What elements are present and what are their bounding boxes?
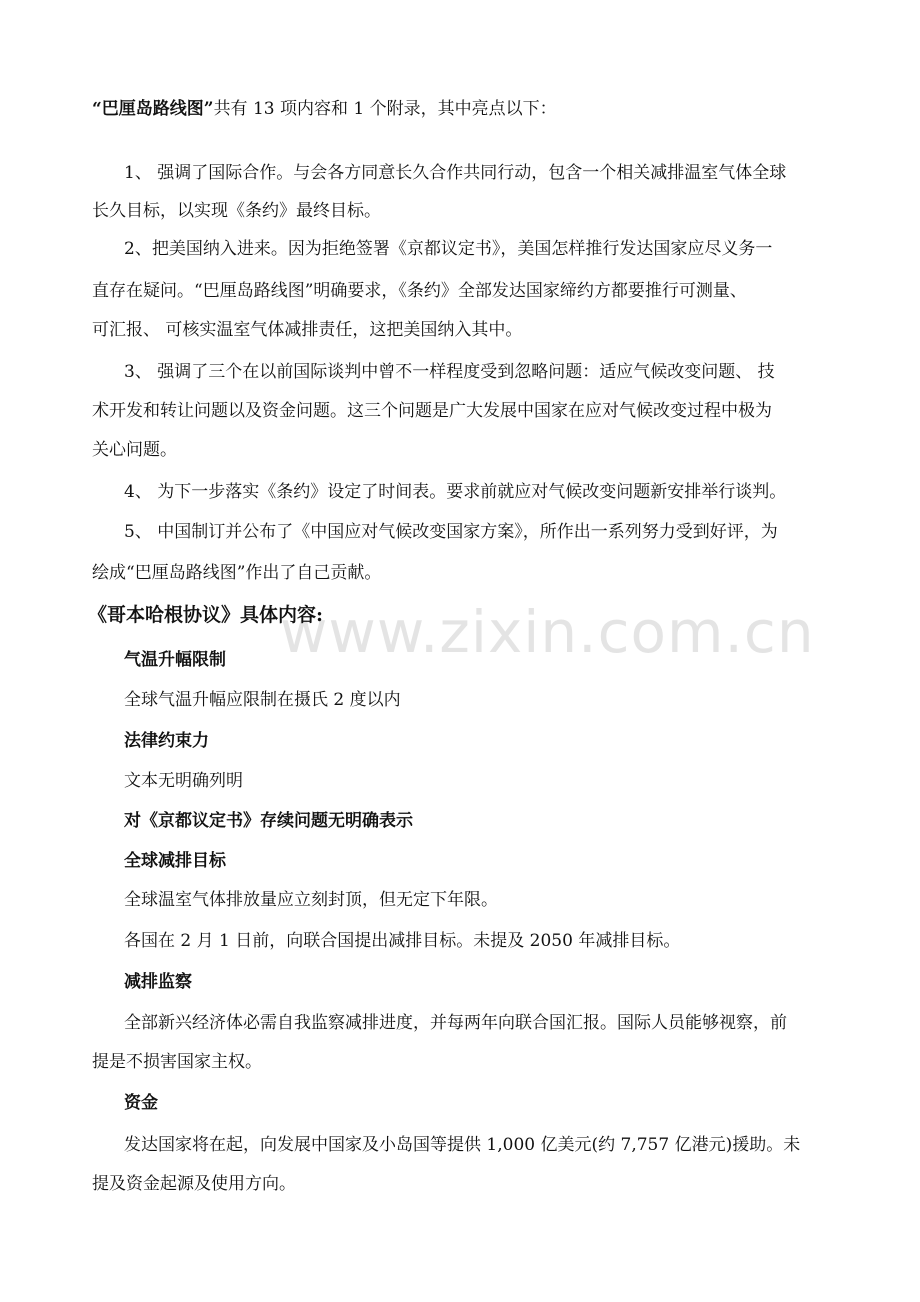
monitoring-text-2: 提是不损害国家主权。 <box>92 1052 262 1072</box>
item-2-line-1: 2、把美国纳入进来。因为拒绝签署《京都议定书》，美国怎样推行发达国家应尽义务一 <box>124 239 773 259</box>
intro-paragraph <box>92 97 557 121</box>
heading-kyoto: 对《京都议定书》存续问题无明确表示 <box>124 811 413 831</box>
item-5-line-1: 5、 中国制订并公布了《中国应对气候改变国家方案》，所作出一系列努力受到好评，为 <box>124 522 778 542</box>
item-3-line-1: 3、 强调了三个在以前国际谈判中曾不一样程度受到忽略问题：适应气候改变问题、 技 <box>124 362 775 382</box>
item-1-line-1: 1、 强调了国际合作。与会各方同意长久合作共同行动，包含一个相关减排温室气体全球 <box>124 163 787 183</box>
item-2-line-2: 直存在疑问。“巴厘岛路线图”明确要求，《条约》全部发达国家缔约方都要推行可测量、 <box>92 281 747 301</box>
monitoring-text-1: 全部新兴经济体必需自我监察减排进度，并每两年向联合国汇报。国际人员能够视察，前 <box>124 1013 787 1033</box>
heading-funding: 资金 <box>124 1093 158 1113</box>
section-title: 《哥本哈根协议》具体内容: <box>88 604 324 626</box>
funding-text-1: 发达国家将在起，向发展中国家及小岛国等提供 1,000 亿美元(约 7,757 亿港元)援助。未 <box>124 1135 801 1155</box>
global-target-text-2: 各国在 2 月 1 日前，向联合国提出减排目标。未提及 2050 年减排目标。 <box>124 931 681 951</box>
funding-text-2: 提及资金起源及使用方向。 <box>92 1174 296 1194</box>
item-3-line-2: 术开发和转让问题以及资金问题。这三个问题是广大发展中国家在应对气候改变过程中极为 <box>92 401 772 421</box>
watermark: www.zixin.com.cn <box>280 598 815 666</box>
item-5-line-2: 绘成“巴厘岛路线图”作出了自己贡献。 <box>92 563 382 583</box>
global-target-text-1: 全球温室气体排放量应立刻封顶，但无定下年限。 <box>124 890 498 910</box>
legal-force-text: 文本无明确列明 <box>124 771 243 791</box>
intro-text: 共有 13 项内容和 1 个附录，其中亮点以下： <box>213 99 557 119</box>
item-3-line-3: 关心问题。 <box>92 440 177 460</box>
item-4-line-1: 4、 为下一步落实《条约》设定了时间表。要求前就应对气候改变问题新安排举行谈判。 <box>124 482 787 502</box>
heading-temp-limit: 气温升幅限制 <box>124 650 226 670</box>
heading-global-target: 全球减排目标 <box>124 851 226 871</box>
temp-limit-text: 全球气温升幅应限制在摄氏 2 度以内 <box>124 690 401 710</box>
heading-monitoring: 减排监察 <box>124 972 192 992</box>
item-1-line-2: 长久目标，以实现《条约》最终目标。 <box>92 201 381 221</box>
item-2-line-3: 可汇报、 可核实温室气体减排责任，这把美国纳入其中。 <box>92 320 523 340</box>
heading-legal-force: 法律约束力 <box>124 731 209 751</box>
intro-bold-title: “巴厘岛路线图” <box>92 99 214 119</box>
